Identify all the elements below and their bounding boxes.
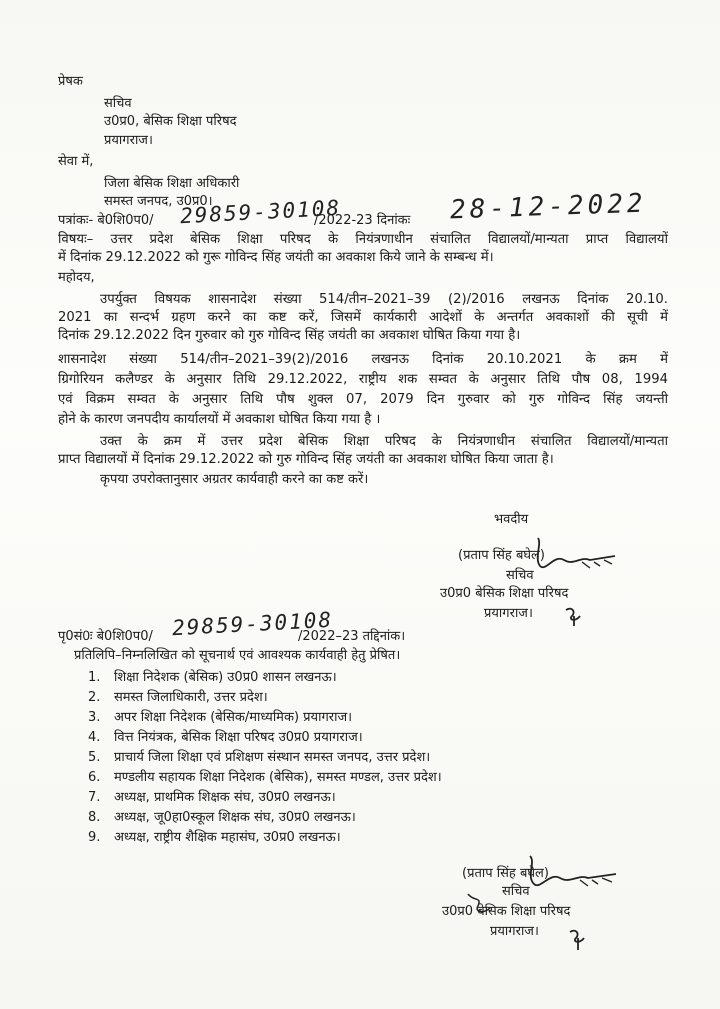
body-p1-line-1: उपर्युक्त विषयक शासनादेश संख्या 514/तीन–2021–39 (2)/2016 लखनऊ दिनांक 20.10. bbox=[100, 292, 668, 307]
salutation: महोदय, bbox=[58, 270, 95, 285]
copy-list-text: प्राचार्य जिला शिक्षा एवं प्रशिक्षण संस्थान समस्त जनपद, उत्तर प्रदेश। bbox=[114, 750, 431, 765]
reference-handwritten-number: 29859-30108 bbox=[179, 195, 342, 229]
closing-yours: भवदीय bbox=[494, 512, 529, 527]
recipient-designation: जिला बेसिक शिक्षा अधिकारी bbox=[104, 176, 240, 191]
body-p2-line-3: एवं विक्रम सम्वत के अनुसार तिथि पौष शुक्ल 07, 2079 दिन गुरुवार को गुरु गोविन्द सिंह जयन्ती bbox=[58, 392, 668, 407]
closing2-city: प्रयागराज। bbox=[490, 924, 539, 939]
copy-year: /2022–23 तद्दिनांक। bbox=[298, 629, 406, 644]
copy-list-num: 1. bbox=[88, 670, 101, 685]
signature-mark-1 bbox=[520, 532, 620, 580]
closing-name: (प्रताप सिंह बघेल) bbox=[458, 548, 545, 563]
sender-label: प्रेषक bbox=[58, 74, 83, 89]
copy-list-text: अध्यक्ष, प्राथमिक शिक्षक संघ, उ0प्र0 लखनऊ। bbox=[114, 790, 336, 805]
copy-list-item bbox=[88, 710, 352, 726]
copy-list-item bbox=[88, 730, 363, 746]
body-p1-line-3: दिनांक 29.12.2022 दिन गुरुवार को गुरु गोविन्द सिंह जयंती का अवकाश घोषित किया गया है। bbox=[58, 328, 521, 343]
body-p2-line-4: होने के कारण जनपदीय कार्यालयों में अवकाश घोषित किया गया है । bbox=[58, 412, 381, 427]
closing-city: प्रयागराज। bbox=[484, 606, 533, 621]
copy-list-num: 4. bbox=[88, 730, 101, 745]
closing2-organization: उ0प्र0 बेसिक शिक्षा परिषद bbox=[442, 904, 571, 919]
closing-organization: उ0प्र0 बेसिक शिक्षा परिषद bbox=[440, 586, 569, 601]
closing2-name: (प्रताप सिंह बघेल) bbox=[462, 866, 549, 881]
closing2-designation: सचिव bbox=[502, 884, 530, 899]
copy-list-num: 9. bbox=[88, 830, 101, 845]
body-p1-line-2: 2021 का सन्दर्भ ग्रहण करने का कष्ट करें, जिसमें कार्यकारी आदेशों के अन्तर्गत अवकाशों की सूची में bbox=[58, 310, 668, 325]
copy-list-item bbox=[88, 690, 268, 706]
body-p4: कृपया उपरोक्तानुसार अग्रतर कार्यवाही करने का कष्ट करें। bbox=[100, 472, 369, 487]
copy-list-text: अध्यक्ष, जू0हा0स्कूल शिक्षक संघ, उ0प्र0 लखनऊ। bbox=[114, 810, 356, 825]
copy-list-item bbox=[88, 830, 341, 846]
copy-prefix: पृ0सं0ः बे0शि0प0/ bbox=[58, 629, 153, 644]
signature-mark-2 bbox=[516, 852, 620, 898]
copy-list-text: वित्त नियंत्रक, बेसिक शिक्षा परिषद उ0प्र0 प्रयागराज। bbox=[114, 730, 363, 745]
copy-list-item bbox=[88, 790, 336, 806]
initial-mark-2 bbox=[566, 926, 590, 952]
copy-list-num: 3. bbox=[88, 710, 101, 725]
copy-list-num: 8. bbox=[88, 810, 101, 825]
sender-city: प्रयागराज। bbox=[104, 133, 153, 148]
body-p3-line-1: उक्त के क्रम में उत्तर प्रदेश बेसिक शिक्षा परिषद के नियंत्रणाधीन संचालित विद्यालयों/मान्यता bbox=[100, 434, 668, 449]
copy-handwritten-number: 29859-30108 bbox=[171, 607, 334, 641]
sender-designation: सचिव bbox=[104, 96, 132, 111]
reference-handwritten-date: 28-12-2022 bbox=[449, 188, 648, 226]
copy-list-text: मण्डलीय सहायक शिक्षा निदेशक (बेसिक), समस्त मण्डल, उत्तर प्रदेश। bbox=[114, 770, 442, 785]
copy-list-text: अध्यक्ष, राष्ट्रीय शैक्षिक महासंघ, उ0प्र0 लखनऊ। bbox=[114, 830, 341, 845]
subject-line-1: विषयः– उत्तर प्रदेश बेसिक शिक्षा परिषद के नियंत्रणाधीन संचालित विद्यालयों/मान्यता प्राप्त विद्यालयों bbox=[58, 232, 668, 247]
copy-list-item bbox=[88, 810, 356, 826]
recipient-area: समस्त जनपद, उ0प्र0। bbox=[104, 194, 213, 209]
copy-list-text: अपर शिक्षा निदेशक (बेसिक/माध्यमिक) प्रयागराज। bbox=[114, 710, 353, 725]
subject-line-2: में दिनांक 29.12.2022 को गुरू गोविन्द सिंह जयंती का अवकाश किये जाने के सम्बन्ध में। bbox=[58, 250, 494, 265]
initial-mark-overlay bbox=[464, 890, 494, 916]
copy-list-num: 5. bbox=[88, 750, 101, 765]
reference-year: /2022-23 दिनांकः bbox=[314, 213, 411, 228]
copy-list-num: 6. bbox=[88, 770, 101, 785]
recipient-label: सेवा में, bbox=[58, 154, 94, 169]
reference-prefix: पत्रांकः- बे0शि0प0/ bbox=[58, 213, 154, 228]
copy-list-item bbox=[88, 670, 337, 686]
initial-mark-1 bbox=[562, 604, 586, 628]
copy-list-item bbox=[88, 750, 430, 766]
copy-list-text: समस्त जिलाधिकारी, उत्तर प्रदेश। bbox=[114, 690, 268, 705]
copy-list-num: 2. bbox=[88, 690, 101, 705]
body-p3-line-2: प्राप्त विद्यालयों में दिनांक 29.12.2022 को गुरु गोविन्द सिंह जयंती का अवकाश घोषित किया जाता है। bbox=[58, 452, 554, 467]
copy-list-item bbox=[88, 770, 442, 786]
sender-organization: उ0प्र0, बेसिक शिक्षा परिषद bbox=[104, 114, 237, 129]
closing-designation: सचिव bbox=[506, 568, 534, 583]
copy-list-num: 7. bbox=[88, 790, 101, 805]
copy-list-text: शिक्षा निदेशक (बेसिक) उ0प्र0 शासन लखनऊ। bbox=[114, 670, 337, 685]
body-p2-line-1: शासनादेश संख्या 514/तीन–2021–39(2)/2016 लखनऊ दिनांक 20.10.2021 के क्रम में bbox=[58, 352, 668, 367]
copy-intro: प्रतिलिपि–निम्नलिखित को सूचनार्थ एवं आवश्यक कार्यवाही हेतु प्रेषित। bbox=[74, 648, 401, 663]
body-p2-line-2: ग्रिगोरियन कलैण्डर के अनुसार तिथि 29.12.2022, राष्ट्रीय शक सम्वत के अनुसार तिथि पौष 08, 1994 bbox=[58, 372, 668, 387]
